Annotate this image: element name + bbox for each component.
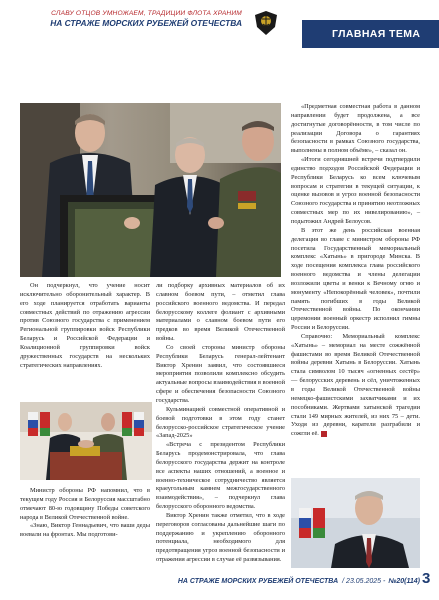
paragraph: В этот же день российская военная делегация во главе с министром обороны РФ посетила Государственный мемориальный комплекс «Хатынь» в пригороде Минска. В ходе посещения комплекса глава российского военного ведомства и члены делегации возложили цветы и венки к Вечному огню и монументу «Непокорённый человек», почтили память погибших в годы Великой Отечественной войны. По окончании церемонии военный оркестр исполнил гимны России и Белоруссии. [291, 226, 420, 332]
newspaper-motto: СЛАВУ ОТЦОВ УМНОЖАЕМ, ТРАДИЦИИ ФЛОТА ХРАНИМ [51, 10, 242, 17]
secondary-photo [20, 402, 152, 480]
paragraph: «Встреча с президентом Республики Беларусь продемонстрировала, что глава белорусского государства держит на контроле все аспекты наших отношений, а военное и военно-техническое сотрудничество является краеугольным камнем межгосударственного взаимодействия», – подчеркнул глава белорусского оборонного ведомства. [156, 441, 285, 511]
painting-presentation-photo [20, 103, 281, 277]
article-column-1 [20, 282, 150, 370]
paragraph: Он подчеркнул, что учение носит исключительно оборонительный характер. В его ходе планируется отработать варианты совместных действий по отражению агрессии против Союзного государства с применением Региональной группировки войск Республики Беларусь и Российской Федерации и Коалиционной группировки войск дружественных государств на нескольких стратегических направлениях. [20, 282, 150, 369]
belousov-portrait-photo [291, 478, 420, 568]
page-number: 3 [422, 570, 431, 587]
paragraph: «Знаю, Виктор Геннадьевич, что ваши деды воевали на фронтах. Мы подготови- [20, 522, 150, 539]
paragraph: Кульминацией совместной оперативной и боевой подготовки в этом году станет белорусско-российское стратегическое учение «Запад-2025» [156, 405, 285, 440]
page-footer [150, 574, 420, 588]
article-column-2 [156, 282, 285, 565]
footer-date: / 23.05.2025 - [342, 577, 386, 585]
navy-emblem-icon [255, 11, 277, 35]
page-header [20, 10, 242, 28]
footer-title: НА СТРАЖЕ МОРСКИХ РУБЕЖЕЙ ОТЕЧЕСТВА [177, 577, 339, 585]
main-photo [20, 103, 281, 277]
portrait-photo [291, 478, 420, 568]
article-column-3 [291, 103, 420, 439]
paragraph: «Предметная совместная работа в данном направлении будет продолжена, а все достигнутые договорённости, в том числе по реализации Договора о гарантиях безопасности в рамках Союзного государства, выполнены в полном объёме», – сказал он. [291, 103, 420, 155]
article-column-1-continued [20, 487, 150, 540]
newspaper-masthead: НА СТРАЖЕ МОРСКИХ РУБЕЖЕЙ ОТЕЧЕСТВА [50, 18, 242, 28]
paragraph: «Итоги сегодняшней встречи подтвердили единство подходов Российской Федерации и Республики Беларусь ко всем ключевым вопросам и стратегии в текущей ситуации, к оценке вызовов и угроз военной безопасности Союзного государства и принятию неотложных совместных мер по их нивелированию», – подытожил Андрей Белоусов. [291, 156, 420, 225]
footer-issue: №20(114) [388, 577, 420, 585]
paragraph [291, 333, 420, 439]
section-tab: ГЛАВНАЯ ТЕМА [302, 20, 439, 48]
paragraph: Министр обороны РФ напомнил, что в текущем году Россия и Белоруссия массштабно отмечают 80-ю годовщину Победы советского народа в Великой Отечественной войне. [20, 487, 150, 521]
paragraph: Виктор Хренин также отметил, что в ходе переговоров согласованы дальнейшие шаги по поддержанию и укреплению оборонного потенциала, необходимого для предотвращения угроз военной безопасности и отражения агрессии в случае её развязывания. [156, 511, 285, 564]
paragraph: ли подборку архивных материалов об их славном боевом пути, – отметил глава российского военного ведомства. И передал белорусскому коллеге фолиант с архивными материалами о славном боевом пути его предков во время Великой Отечественной войны. [156, 282, 285, 343]
paragraph: Со своей стороны министр обороны Республики Беларусь генерал-лейтенант Виктор Хренин заявил, что состоявшиеся мероприятия позволили комплексно обсудить актуальные вопросы взаимодействия в военной сфере и обеспечения безопасности Союзного государства. [156, 343, 285, 404]
reference-text: Справочно: Мемориальный комплекс «Хатынь» – мемориал на месте сожжённой фашистами во время Великой Отечественной войны деревни Хатынь в Белоруссии. Хатынь стала символом 10 тысяч «огненных сестёр» — белорусских деревень и сёл, уничтоженных в годы Великой Отечественной войны немецко-фашистскими захватчиками и их пособниками. Жертвами хатынской трагедии стали 149 мирных жителей, из них 75 – дети. Уходя из деревни, каратели разграбили и сожгли её. [291, 332, 420, 438]
ministers-handshake-photo [20, 402, 152, 480]
end-of-article-icon [321, 431, 327, 437]
